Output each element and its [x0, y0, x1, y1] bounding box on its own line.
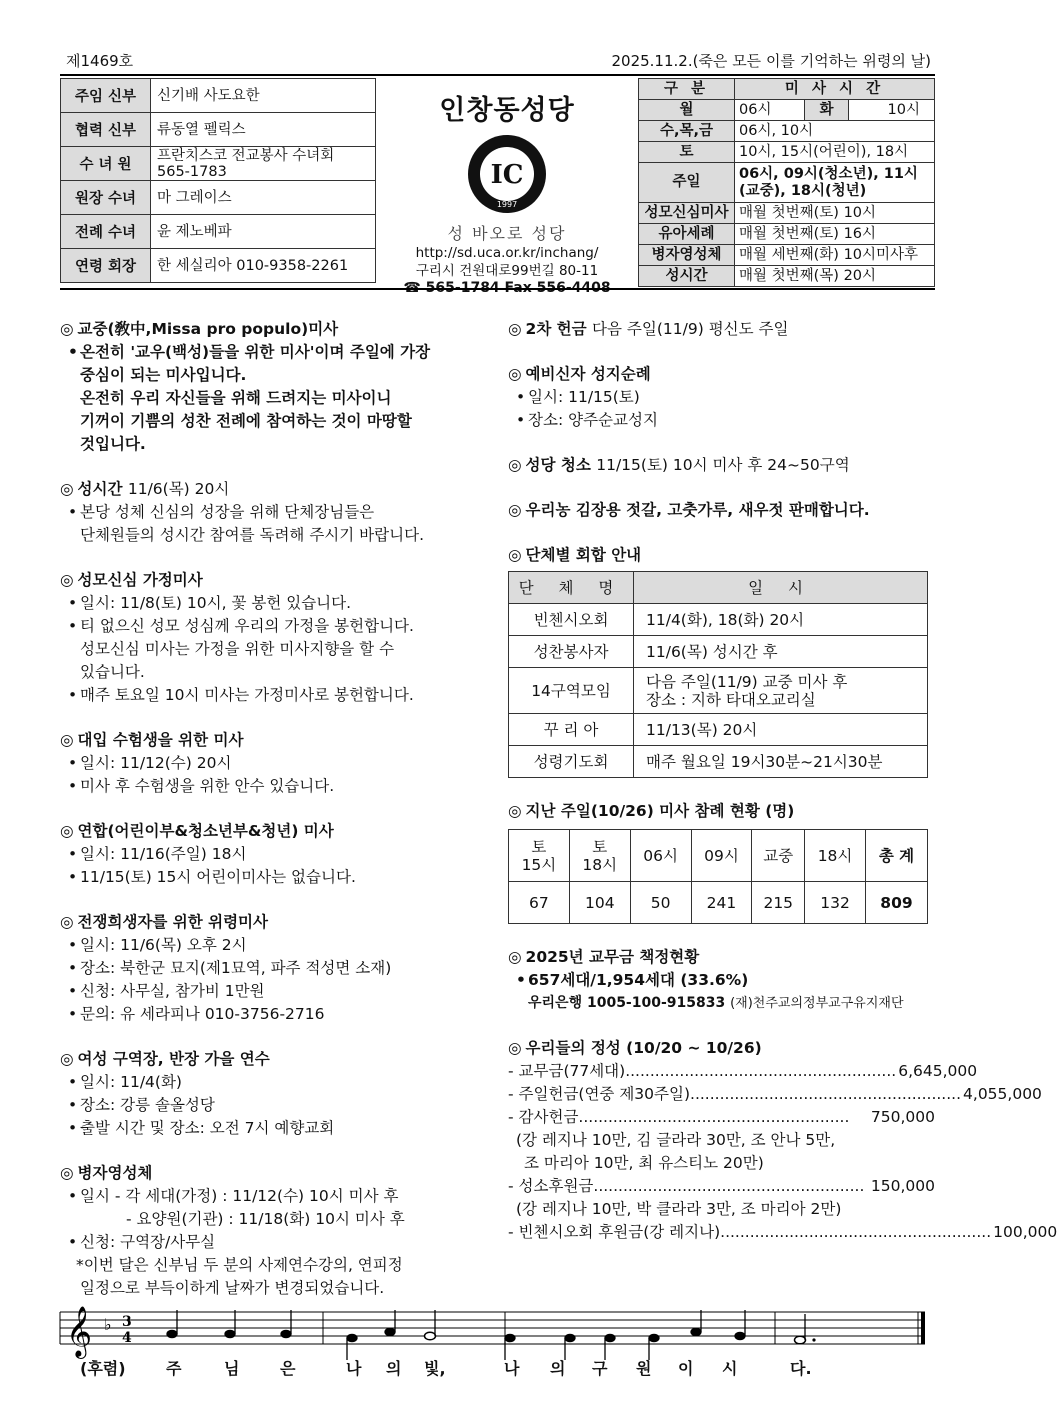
bullet-dot-icon: •: [68, 982, 78, 1000]
bullet-dot-icon: •: [68, 1096, 78, 1114]
svg-text:♭: ♭: [104, 1315, 112, 1334]
notice-line: 일시 - 각 세대(가정) : 11/12(수) 10시 미사 후: [80, 1187, 399, 1205]
notice-line: - 요양원(기관) : 11/18(화) 10시 미사 후: [126, 1210, 405, 1228]
notice-second-collection: [508, 318, 935, 341]
issue-date: 2025.11.2.(죽은 모든 이를 기억하는 위령의 날): [611, 52, 931, 70]
offering-donors: (강 레지나 10만, 김 글라라 30만, 조 안나 5만,: [516, 1131, 836, 1149]
notice-title: 2차 헌금: [525, 320, 587, 338]
bullet-dot-icon: •: [68, 503, 78, 521]
church-logo-icon: [466, 133, 548, 215]
notice-title: 성당 청소: [525, 456, 591, 474]
offering-amount: 100,000: [993, 1223, 1057, 1241]
lyric-syllable: 구: [592, 1359, 608, 1378]
lyric-syllable: 주: [166, 1359, 182, 1378]
lyric-syllable: 나: [504, 1359, 520, 1378]
attendance-total: 809: [865, 882, 927, 924]
bullet-dot-icon: •: [516, 388, 526, 406]
attendance-table: [508, 829, 928, 924]
mass-time: 06시, 09시(청소년), 11시(교중), 18시(청년): [735, 163, 935, 203]
notice-holy-hour: [60, 478, 485, 547]
bullet-circle-icon: ◎: [60, 1164, 74, 1182]
bullet-circle-icon: ◎: [60, 320, 74, 338]
svg-text:3: 3: [122, 1314, 132, 1330]
attendance-header: 09시: [691, 830, 752, 882]
lyric-syllable: 다.: [790, 1359, 812, 1378]
notice-line: 성모신심 미사는 가정을 위한 미사지향을 할 수: [80, 640, 395, 658]
bullet-circle-icon: ◎: [508, 501, 522, 519]
notice-joint-mass: [60, 820, 485, 889]
notice-line: 미사 후 수험생을 위한 안수 있습니다.: [80, 777, 335, 795]
bullet-dot-icon: •: [68, 959, 78, 977]
bullet-dot-icon: •: [68, 845, 78, 863]
mass-time: 06시: [735, 100, 805, 121]
mass-day: 유아세례: [639, 224, 735, 245]
notice-offerings: [508, 1037, 1057, 1244]
offering-label: - 성소후원금: [508, 1177, 594, 1195]
notice-line: 것입니다.: [80, 435, 146, 453]
group-time: 매주 월요일 19시30분~21시30분: [634, 746, 928, 778]
staff-name: 프란치스코 전교봉사 수녀회 565-1783: [151, 147, 376, 181]
notice-title: 성모신심 가정미사: [77, 571, 203, 589]
mass-day: 주일: [639, 163, 735, 203]
notice-pilgrimage: [508, 363, 935, 432]
mass-schedule-table: [638, 78, 935, 287]
bullet-dot-icon: •: [68, 1005, 78, 1023]
bullet-circle-icon: ◎: [60, 731, 74, 749]
mass-day: 병자영성체: [639, 245, 735, 266]
notice-exam-mass: [60, 729, 485, 798]
staff-role: 수 녀 원: [61, 147, 151, 181]
staff-name: 류동열 펠릭스: [151, 113, 376, 147]
svg-text:𝄞: 𝄞: [66, 1306, 93, 1357]
notice-line: 일시: 11/8(토) 10시, 꽃 봉헌 있습니다.: [80, 594, 352, 612]
mass-time: 10시: [849, 100, 935, 121]
table-header: 일 시: [634, 572, 928, 604]
group-time: 다음 주일(11/9) 교중 미사 후: [646, 672, 848, 691]
staff-notation-icon: [60, 1300, 935, 1360]
notice-marian-mass: [60, 569, 485, 707]
mass-header-category: 구 분: [639, 79, 735, 100]
attendance-value: 215: [752, 882, 805, 924]
notice-title: 성시간: [77, 480, 123, 498]
bank-account: 우리은행 1005-100-915833: [528, 995, 726, 1011]
mass-time: 매월 첫번째(토) 16시: [735, 224, 935, 245]
offering-donors: (강 레지나 10만, 박 클라라 3만, 조 마리아 2만): [516, 1200, 842, 1218]
mass-day: 월: [639, 100, 735, 121]
offering-donors: 조 마리아 10만, 최 유스티노 20만): [524, 1154, 764, 1172]
notice-title: 우리농 김장용 젓갈, 고춧가루, 새우젓 판매합니다.: [525, 501, 870, 519]
staff-role: 연령 회장: [61, 249, 151, 283]
staff-role: 전례 수녀: [61, 215, 151, 249]
notice-line: 일시: 11/4(화): [80, 1073, 182, 1091]
group-place: 장소 : 지하 타대오교리실: [646, 690, 816, 709]
svg-text:1997: 1997: [496, 200, 518, 209]
notice-title-detail: 11/6(목) 20시: [127, 480, 230, 498]
notice-title: 예비신자 성지순례: [525, 365, 651, 383]
bullet-circle-icon: ◎: [508, 546, 522, 564]
lyric-syllable: 시: [722, 1359, 738, 1378]
attendance-header: 토 18시: [569, 830, 630, 882]
notice-title: 지난 주일(10/26) 미사 참례 현황 (명): [525, 802, 795, 820]
bullet-dot-icon: •: [68, 1119, 78, 1137]
lyric-syllable: 의: [386, 1359, 402, 1378]
notice-tithe: [508, 946, 935, 1015]
group-meeting-table: [508, 571, 928, 778]
notice-line: 온전히 '교우(백성)들을 위한 미사'이며 주일에 가장: [80, 343, 431, 361]
church-phone: ☎ 565-1784 Fax 556-4408: [403, 280, 611, 296]
offering-amount: 6,645,000: [898, 1062, 978, 1080]
church-url[interactable]: http://sd.uca.or.kr/inchang/: [415, 245, 599, 261]
bullet-dot-icon: •: [68, 754, 78, 772]
header-line: [60, 50, 935, 72]
offering-row: - 감사헌금....................................................... 750,000: [508, 1106, 935, 1129]
notice-line: 신청: 사무실, 참가비 1만원: [80, 982, 265, 1000]
account-holder: (재)천주교의정부교구유지재단: [730, 996, 904, 1011]
staff-name: 신기배 사도요한: [151, 79, 376, 113]
attendance-header-total: 총 계: [865, 830, 927, 882]
staff-role: 주임 신부: [61, 79, 151, 113]
bullet-circle-icon: ◎: [60, 571, 74, 589]
notice-line: 매주 토요일 10시 미사는 가정미사로 봉헌합니다.: [80, 686, 414, 704]
bullet-dot-icon: •: [68, 343, 78, 361]
bullet-dot-icon: •: [68, 1187, 78, 1205]
staff-role: 협력 신부: [61, 113, 151, 147]
mass-day: 성시간: [639, 266, 735, 287]
offering-row: - 교무금(77세대)....................................................... 6,645,000: [508, 1060, 935, 1083]
notice-line: 장소: 강릉 솔올성당: [80, 1096, 215, 1114]
attendance-header: 교중: [752, 830, 805, 882]
group-name: 꾸 리 아: [509, 714, 634, 746]
notice-title: 대입 수험생을 위한 미사: [77, 731, 244, 749]
group-name: 성찬봉사자: [509, 636, 634, 668]
mass-header-time: 미 사 시 간: [735, 79, 935, 100]
church-address: 구리시 건원대로99번길 80-11: [415, 263, 599, 279]
offering-label: - 감사헌금: [508, 1108, 579, 1126]
group-name: 빈첸시오회: [509, 604, 634, 636]
notice-womens-retreat: [60, 1048, 485, 1140]
bullet-circle-icon: ◎: [508, 1039, 522, 1057]
bullet-dot-icon: •: [516, 971, 526, 989]
bullet-circle-icon: ◎: [508, 802, 522, 820]
offering-amount: 750,000: [870, 1108, 935, 1126]
notice-main-mass: [60, 318, 485, 456]
bullet-circle-icon: ◎: [508, 948, 522, 966]
attendance-header: 토 15시: [509, 830, 570, 882]
notice-attendance: [508, 800, 935, 924]
notice-line: 장소: 북한군 묘지(제1묘역, 파주 적성면 소재): [80, 959, 392, 977]
mass-day: 성모신심미사: [639, 203, 735, 224]
bullet-circle-icon: ◎: [60, 1050, 74, 1068]
offering-label: - 교무금(77세대): [508, 1062, 626, 1080]
attendance-value: 67: [509, 882, 570, 924]
notice-line: 기꺼이 기쁨의 성찬 전례에 참여하는 것이 마땅할: [80, 412, 412, 430]
notice-line: 문의: 유 세라피나 010-3756-2716: [80, 1005, 325, 1023]
lyric-syllable: 이: [678, 1359, 694, 1378]
notice-line: 티 없으신 성모 성심께 우리의 가정을 봉헌합니다.: [80, 617, 414, 635]
notice-memorial-mass: [60, 911, 485, 1026]
offering-row: - 성소후원금....................................................... 150,000: [508, 1175, 935, 1198]
notice-title: 교중(敎中,Missa pro populo)미사: [77, 320, 339, 338]
notice-title: 전쟁희생자를 위한 위령미사: [77, 913, 269, 931]
offering-row: - 빈첸시오회 후원금(강 레지나)....................................................... 100,000: [508, 1221, 935, 1244]
offering-row: - 주일헌금(연중 제30주일)....................................................... 4,055,000: [508, 1083, 935, 1106]
right-column: [508, 318, 1057, 1266]
bullet-dot-icon: •: [68, 617, 78, 635]
group-time: 11/13(목) 20시: [634, 714, 928, 746]
notice-line: 단체원들의 성시간 참여를 독려해 주시기 바랍니다.: [80, 526, 424, 544]
svg-text:IC: IC: [490, 160, 524, 190]
bullet-dot-icon: •: [516, 411, 526, 429]
lyric-syllable: 빛,: [424, 1359, 446, 1378]
offering-amount: 150,000: [870, 1177, 935, 1195]
staff-role: 원장 수녀: [61, 181, 151, 215]
notice-line: 있습니다.: [80, 663, 145, 681]
patron-name: 성 바오로 성당: [447, 224, 567, 243]
mass-time: 06시, 10시: [735, 121, 935, 142]
bullet-circle-icon: ◎: [60, 480, 74, 498]
lyric-syllable: 원: [636, 1359, 652, 1378]
notice-line: 온전히 우리 자신들을 위해 드려지는 미사이니: [80, 389, 392, 407]
notice-title-detail: 다음 주일(11/9) 평신도 주일: [592, 320, 789, 338]
notice-line: 일시: 11/16(주일) 18시: [80, 845, 247, 863]
bullet-circle-icon: ◎: [508, 365, 522, 383]
lyric-syllable: 은: [280, 1359, 296, 1378]
notice-line: *이번 달은 신부님 두 분의 사제연수강의, 연피정: [76, 1256, 403, 1274]
top-rule: [60, 74, 935, 76]
notice-title: 단체별 회합 안내: [525, 546, 642, 564]
left-column: [60, 318, 485, 1322]
bullet-dot-icon: •: [68, 1233, 78, 1251]
notice-title: 여성 구역장, 반장 가을 연수: [77, 1050, 270, 1068]
mass-day: 화: [805, 100, 849, 121]
notice-line: 본당 성체 신심의 성장을 위해 단체장님들은: [80, 503, 375, 521]
mass-time: 매월 세번째(화) 10시미사후: [735, 245, 935, 266]
attendance-header: 06시: [630, 830, 691, 882]
bullet-dot-icon: •: [68, 1073, 78, 1091]
bullet-dot-icon: •: [68, 777, 78, 795]
attendance-header: 18시: [805, 830, 866, 882]
bullet-dot-icon: •: [68, 594, 78, 612]
mass-day: 수,목,금: [639, 121, 735, 142]
staff-name: 마 그레이스: [151, 181, 376, 215]
notice-sick-communion: [60, 1162, 485, 1300]
attendance-value: 104: [569, 882, 630, 924]
notice-title: 병자영성체: [77, 1164, 153, 1182]
staff-name: 윤 제노베파: [151, 215, 376, 249]
attendance-value: 50: [630, 882, 691, 924]
notice-line: 일시: 11/15(토): [528, 388, 640, 406]
group-name: 14구역모임: [509, 668, 634, 714]
notice-title: 연합(어린이부&청소년부&청년) 미사: [77, 822, 334, 840]
issue-number: 제1469호: [66, 52, 134, 70]
attendance-value: 132: [805, 882, 866, 924]
notice-group-meetings: [508, 544, 935, 778]
notice-line: 장소: 양주순교성지: [528, 411, 658, 429]
offering-amount: 4,055,000: [963, 1085, 1042, 1103]
staff-table: [60, 78, 376, 283]
mass-day: 토: [639, 142, 735, 163]
notice-line: 중심이 되는 미사입니다.: [80, 366, 247, 384]
notice-line: 신청: 구역장/사무실: [80, 1233, 216, 1251]
mass-time: 매월 첫번째(토) 10시: [735, 203, 935, 224]
notice-church-cleaning: [508, 454, 935, 477]
notice-kimchi-sale: [508, 499, 935, 522]
notice-line: 일시: 11/6(목) 오후 2시: [80, 936, 247, 954]
refrain-label: (후렴): [80, 1359, 126, 1378]
bullet-circle-icon: ◎: [508, 456, 522, 474]
notice-line: 11/15(토) 15시 어린이미사는 없습니다.: [80, 868, 356, 886]
bullet-dot-icon: •: [68, 686, 78, 704]
bullet-circle-icon: ◎: [60, 822, 74, 840]
bullet-circle-icon: ◎: [508, 320, 522, 338]
svg-text:4: 4: [122, 1330, 132, 1346]
church-name: 인창동성당: [439, 95, 575, 126]
church-info: [378, 78, 636, 296]
staff-name: 한 세실리아 010-9358-2261: [151, 249, 376, 283]
notice-line: 657세대/1,954세대 (33.6%): [528, 971, 749, 989]
bullet-dot-icon: •: [68, 936, 78, 954]
group-name: 성령기도회: [509, 746, 634, 778]
notice-line: 출발 시간 및 장소: 오전 7시 예향교회: [80, 1119, 335, 1137]
notice-title: 우리들의 정성 (10/20 ~ 10/26): [525, 1039, 762, 1057]
group-time: 11/6(목) 성시간 후: [634, 636, 928, 668]
notice-title: 2025년 교무금 책정현황: [525, 948, 700, 966]
notice-line: 일시: 11/12(수) 20시: [80, 754, 232, 772]
lyric-syllable: 의: [550, 1359, 566, 1378]
bullet-circle-icon: ◎: [60, 913, 74, 931]
lyric-syllable: 님: [224, 1359, 240, 1378]
offering-label: - 빈첸시오회 후원금(강 레지나): [508, 1223, 721, 1241]
notice-title-detail: 11/15(토) 10시 미사 후 24~50구역: [596, 456, 850, 474]
divider-rule: [60, 288, 935, 290]
table-header: 단 체 명: [509, 572, 634, 604]
mass-time: 10시, 15시(어린이), 18시: [735, 142, 935, 163]
attendance-value: 241: [691, 882, 752, 924]
offering-label: - 주일헌금(연중 제30주일): [508, 1085, 691, 1103]
bullet-dot-icon: •: [68, 868, 78, 886]
notice-line: 일정으로 부득이하게 날짜가 변경되었습니다.: [80, 1279, 385, 1297]
mass-time: 매월 첫번째(목) 20시: [735, 266, 935, 287]
group-time: 11/4(화), 18(화) 20시: [634, 604, 928, 636]
lyric-syllable: 나: [346, 1359, 362, 1378]
